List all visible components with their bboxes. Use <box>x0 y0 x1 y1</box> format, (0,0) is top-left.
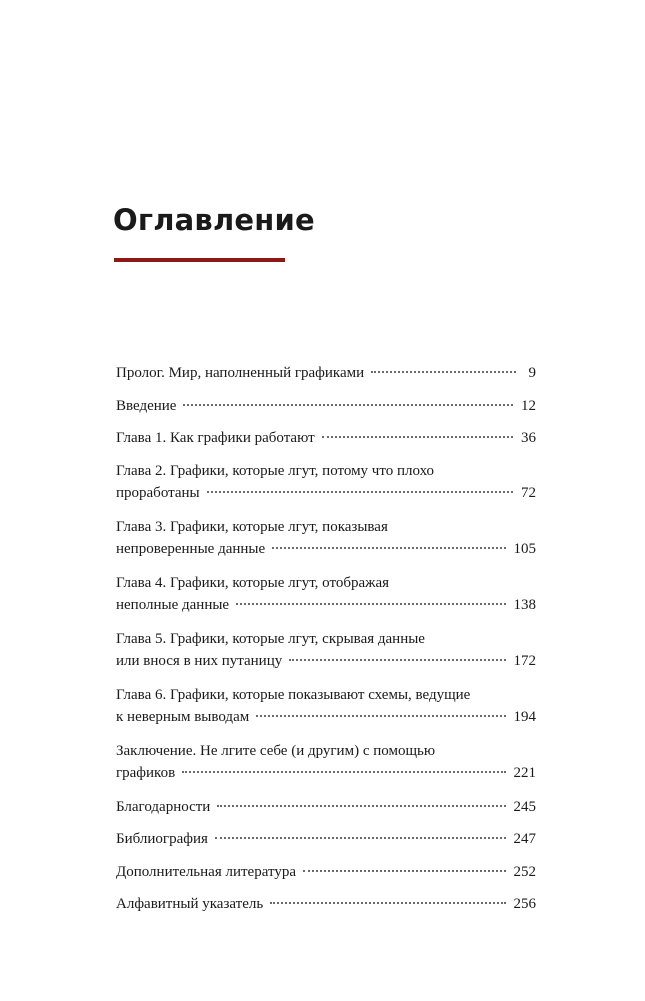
toc-entry-text: графиков <box>116 765 176 781</box>
toc-entry[interactable] <box>116 572 536 617</box>
table-of-contents <box>116 362 536 926</box>
toc-page-number: 138 <box>513 597 536 613</box>
dot-leader <box>182 771 505 773</box>
toc-page-number: 72 <box>521 485 536 501</box>
toc-entry-text: Благодарности <box>116 798 211 815</box>
page-title: Оглавление <box>113 203 315 237</box>
toc-entry-text: Глава 6. Графики, которые показывают схемы, ведущие <box>116 686 471 703</box>
toc-page-number: 105 <box>513 541 536 557</box>
dot-leader <box>215 837 506 839</box>
dot-leader <box>289 659 505 661</box>
toc-entry[interactable] <box>116 460 536 505</box>
title-underline <box>114 258 285 262</box>
dot-leader <box>303 870 506 872</box>
toc-entry[interactable] <box>116 893 536 916</box>
toc-page-number: 194 <box>513 709 536 725</box>
toc-entry-text: проработаны <box>116 485 200 501</box>
toc-entry-text: Глава 2. Графики, которые лгут, потому что плохо <box>116 462 435 479</box>
dot-leader <box>217 805 505 807</box>
dot-leader <box>256 715 505 717</box>
toc-page-number: 247 <box>513 831 536 847</box>
toc-entry-text: Пролог. Мир, наполненный графиками <box>116 365 365 381</box>
toc-page-number: 36 <box>521 430 536 446</box>
toc-entry-text: непроверенные данные <box>116 541 266 557</box>
dot-leader <box>207 491 513 493</box>
toc-entry-text: Глава 1. Как графики работают <box>116 430 315 446</box>
toc-entry-text: неполные данные <box>116 597 230 613</box>
dot-leader <box>236 603 505 605</box>
dot-leader <box>183 404 513 406</box>
toc-page-number: 172 <box>513 653 536 669</box>
dot-leader <box>270 902 505 904</box>
toc-entry[interactable] <box>116 516 536 561</box>
toc-entry[interactable] <box>116 362 536 385</box>
toc-page-number: 9 <box>528 365 536 381</box>
toc-entry-text: или внося в них путаницу <box>116 653 283 669</box>
toc-page-number: 221 <box>513 765 536 781</box>
toc-entry[interactable] <box>116 427 536 450</box>
toc-entry-text: Глава 5. Графики, которые лгут, скрывая данные <box>116 630 425 647</box>
dot-leader <box>272 547 505 549</box>
toc-page-number: 12 <box>521 397 536 414</box>
toc-entry[interactable] <box>116 861 536 884</box>
toc-entry[interactable] <box>116 828 536 851</box>
toc-entry-text: Алфавитный указатель <box>116 896 264 912</box>
toc-entry[interactable] <box>116 684 536 729</box>
toc-entry[interactable] <box>116 628 536 673</box>
toc-entry-text: Библиография <box>116 831 208 847</box>
toc-entry-text: Глава 3. Графики, которые лгут, показывая <box>116 518 388 535</box>
toc-entry[interactable] <box>116 796 536 819</box>
toc-entry-text: Глава 4. Графики, которые лгут, отображая <box>116 574 390 591</box>
toc-page-number: 256 <box>513 896 536 912</box>
toc-entry-text: Дополнительная литература <box>116 863 296 880</box>
dot-leader <box>371 371 516 373</box>
toc-entry-text: к неверным выводам <box>116 709 250 725</box>
toc-entry[interactable] <box>116 740 536 785</box>
toc-entry-text: Введение <box>116 397 177 414</box>
toc-page-number: 245 <box>513 798 536 815</box>
toc-entry-text: Заключение. Не лгите себе (и другим) с помощью <box>116 742 436 759</box>
toc-page-number: 252 <box>513 863 536 880</box>
toc-entry[interactable] <box>116 395 536 418</box>
dot-leader <box>322 436 513 438</box>
